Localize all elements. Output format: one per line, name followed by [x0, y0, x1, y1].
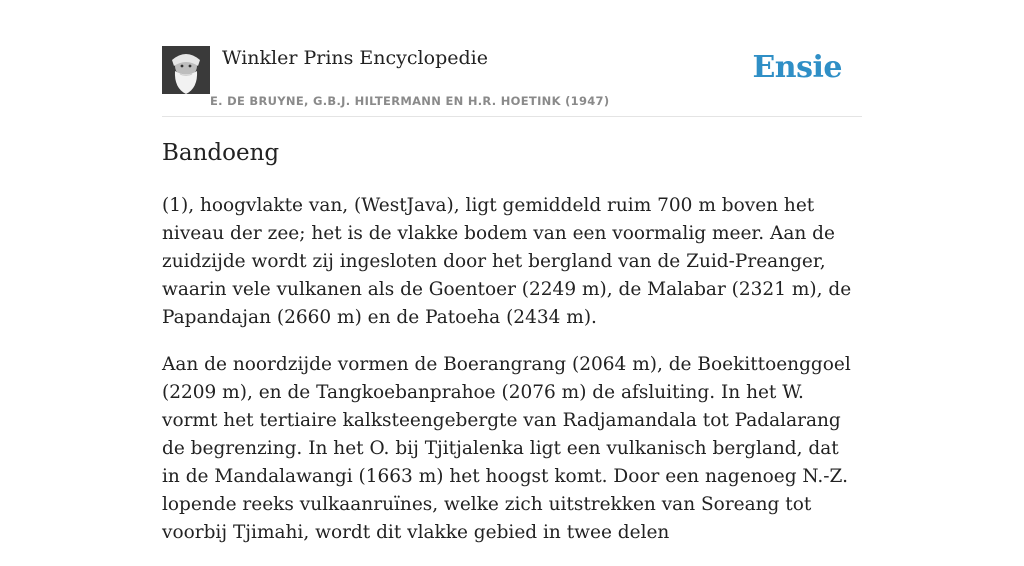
- ensie-logo-link[interactable]: Ensie: [752, 50, 842, 85]
- source-authors: E. DE BRUYNE, G.B.J. HILTERMANN EN H.R. HOETINK (1947): [210, 94, 610, 108]
- bearded-man-portrait-icon: [162, 46, 210, 94]
- entry-paragraph: (1), hoogvlakte van, (WestJava), ligt gemiddeld ruim 700 m boven het niveau der zee; het is de vlakke bodem van een voormalig meer. Aan de zuidzijde wordt zij ingesloten door het bergland van de Zuid-Preanger, waarin vele vulkanen als de Goentoer (2249 m), de Malabar (2321 m), de Papandajan (2660 m) en de Patoeha (2434 m).: [162, 195, 852, 328]
- author-avatar[interactable]: [162, 46, 210, 94]
- entry-title: Bandoeng: [162, 140, 280, 166]
- source-title[interactable]: Winkler Prins Encyclopedie: [222, 47, 488, 69]
- entry-paragraph: Aan de noordzijde vormen de Boerangrang (2064 m), de Boekittoenggoel (2209 m), en de Tangkoebanprahoe (2076 m) de afsluiting. In het W. vormt het tertiaire kalksteengebergte van Radjamandala tot Padalarang de begrenzing. In het O. bij Tjitjalenka ligt een vulkanisch bergland, dat in de Mandalawangi (1663 m) het hoogst komt. Door een nagenoeg N.-Z. lopende reeks vulkaanruïnes, welke zich uitstrekken van Soreang tot voorbij Tjimahi, wordt dit vlakke gebied in twee delen: [162, 354, 851, 543]
- source-header: [162, 46, 862, 117]
- entry-content: [162, 192, 862, 566]
